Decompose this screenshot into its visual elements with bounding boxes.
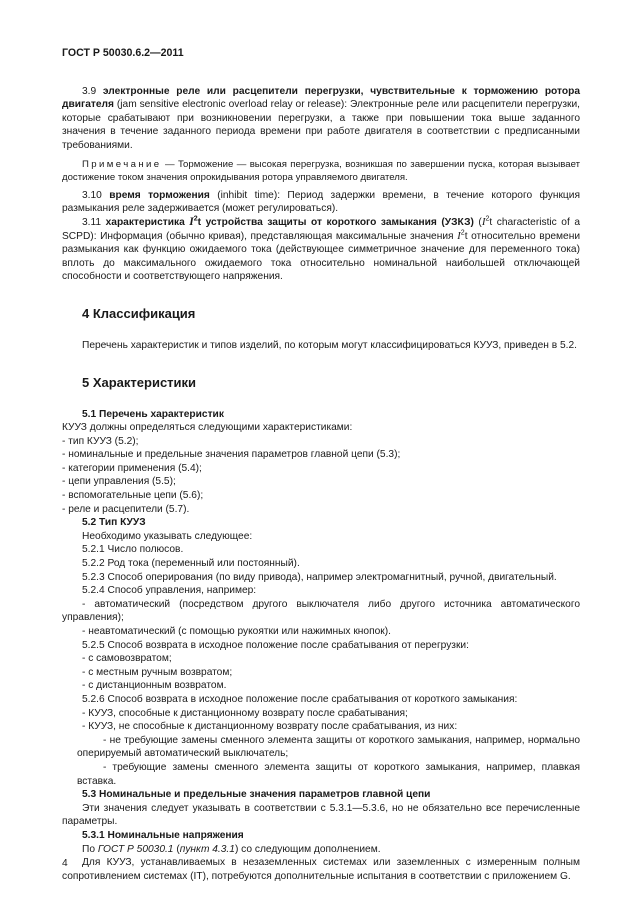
clause-number: 3.9 [82, 85, 103, 97]
clause-number: 3.11 [82, 216, 106, 228]
superscript: 2 [460, 229, 465, 237]
text-line: 5.2.2 Род тока (переменный или постоянный). [82, 558, 300, 570]
list-item: - цепи управления (5.5); [62, 476, 176, 488]
definition: t относительно времени размыкания как функцию ожидаемого тока (действующее симметричное значение для переменного тока) вплоть до максимального ожидаемого тока относительно номинальной наибольшей отключающей способности и соответствующего напряжения. [62, 230, 581, 283]
i-symbol: I [481, 215, 486, 228]
text-line: - с местным ручным возвратом; [82, 666, 233, 678]
clause-reference: пункт 4.3.1 [179, 843, 235, 855]
text: По [82, 843, 98, 855]
text-line: - автоматический (посредством другого выключателя либо другого источника автоматического управления); [62, 598, 580, 624]
clause-number: 3.10 [82, 189, 110, 201]
clause-title: 5.1 Перечень характеристик [82, 408, 224, 420]
clause-5-1-intro: КУУЗ должны определяться следующими характеристиками: [62, 422, 353, 434]
clause-5-1-title [62, 408, 580, 422]
term: t устройства защиты от короткого замыкания (УЗКЗ) [197, 216, 474, 228]
text-line: 5.2.5 Способ возврата в исходное положение после срабатывания от перегрузки: [82, 639, 469, 651]
superscript: 2 [485, 215, 490, 223]
i-symbol: I [457, 229, 461, 242]
i-symbol: I [189, 215, 194, 228]
text-line: - КУУЗ, способные к дистанционному возврату после срабатывания; [82, 707, 408, 719]
text-line: - КУУЗ, не способные к дистанционному возврату после срабатывания, из них: [82, 721, 458, 733]
term: время торможения [109, 189, 210, 201]
text-line: - с самовозвратом; [82, 653, 172, 665]
list-item: - категории применения (5.4); [62, 462, 202, 474]
clause-3-11 [62, 216, 580, 284]
clause-title: 5.3 Номинальные и предельные значения параметров главной цепи [82, 789, 431, 801]
text-line: Необходимо указывать следующее: [82, 530, 253, 542]
list-item: - вспомогательные цепи (5.6); [62, 490, 204, 502]
clause-5-3-title [62, 788, 580, 802]
note [62, 158, 580, 185]
clause-5-3-1-title [62, 829, 580, 843]
list-item: - реле и расцепители (5.7). [62, 503, 190, 515]
sub-list-item: - требующие замены сменного элемента защиты от короткого замыкания, например, плавкая вставка. [77, 761, 580, 787]
clause-3-9 [62, 85, 580, 153]
section-4-text: Перечень характеристик и типов изделий, по которым могут классифицироваться КУУЗ, приведен в 5.2. [82, 339, 577, 351]
note-text: — Торможение — высокая перегрузка, возникшая по завершении пуска, которая вызывает достижение током значения опрокидывания ротора управляемого двигателя. [62, 158, 580, 184]
text: ( [173, 843, 180, 855]
list-item: - тип КУУЗ (5.2); [62, 435, 139, 447]
definition: (inhibit time): Период задержки времени, в течение которого функция размыкания реле задерживается (может регулироваться). [62, 189, 580, 215]
superscript: 2 [193, 215, 198, 223]
definition: ( [473, 216, 482, 228]
note-label: Примечание [82, 158, 162, 170]
text-line: 5.2.4 Способ управления, например: [82, 585, 257, 597]
section-5-title: 5 Характеристики [82, 374, 197, 390]
list-item: - номинальные и предельные значения параметров главной цепи (5.3); [62, 449, 401, 461]
sub-list-item: - не требующие замены сменного элемента защиты от короткого замыкания, например, нормально оперируемый автоматический выключатель; [77, 734, 580, 760]
text-line: 5.2.3 Способ оперирования (по виду привода), например электромагнитный, ручной, двигательный. [82, 571, 557, 583]
clause-5-2-title [62, 516, 580, 530]
clause-5-3-1-text: Для КУУЗ, устанавливаемых в незаземленных системах или заземленных с измеренным полным сопротивлением системах (IT), потребуются дополнительные испытания в соответствии с приложением G. [62, 857, 580, 882]
text-line: 5.2.6 Способ возврата в исходное положение после срабатывания от короткого замыкания: [82, 693, 518, 705]
text-line: - с дистанционным возвратом. [82, 680, 227, 692]
definition: (jam sensitive electronic overload relay or release): Электронные реле или расцепители перегрузки, которые срабатывают при возникновении перегрузки, а также при повышении тока выше заданного значения в течение заданного периода времени при работе двигателя в соответствии с предписанными требованиями. [62, 99, 580, 151]
clause-title: 5.2 Тип КУУЗ [82, 517, 146, 529]
document-header: ГОСТ Р 50030.6.2—2011 [62, 47, 184, 59]
clause-5-3-text: Эти значения следует указывать в соответствии с 5.3.1—5.3.6, но не обязательно все перечисленные параметры. [62, 802, 580, 828]
text-line: - неавтоматический (с помощью рукоятки или нажимных кнопок). [82, 626, 391, 637]
document-page [62, 47, 580, 883]
page-number: 4 [62, 858, 68, 869]
text-line: 5.2.1 Число полюсов. [82, 544, 184, 556]
clause-5-3-1-reference [62, 843, 580, 857]
clause-3-10 [62, 189, 580, 216]
term: характеристика [105, 216, 190, 228]
clause-title: 5.3.1 Номинальные напряжения [82, 829, 244, 841]
standard-reference: ГОСТ Р 50030.1 [97, 843, 174, 855]
section-4-title: 4 Классификация [82, 305, 196, 321]
definition: t characteristic of a SCPD): Информация (обычно кривая), представляющая максимальные значения [62, 216, 580, 242]
term: электронные реле или расцепители перегрузки, чувствительные к торможению ротора двигателя [62, 85, 580, 111]
text: ) со следующим дополнением. [234, 843, 381, 855]
